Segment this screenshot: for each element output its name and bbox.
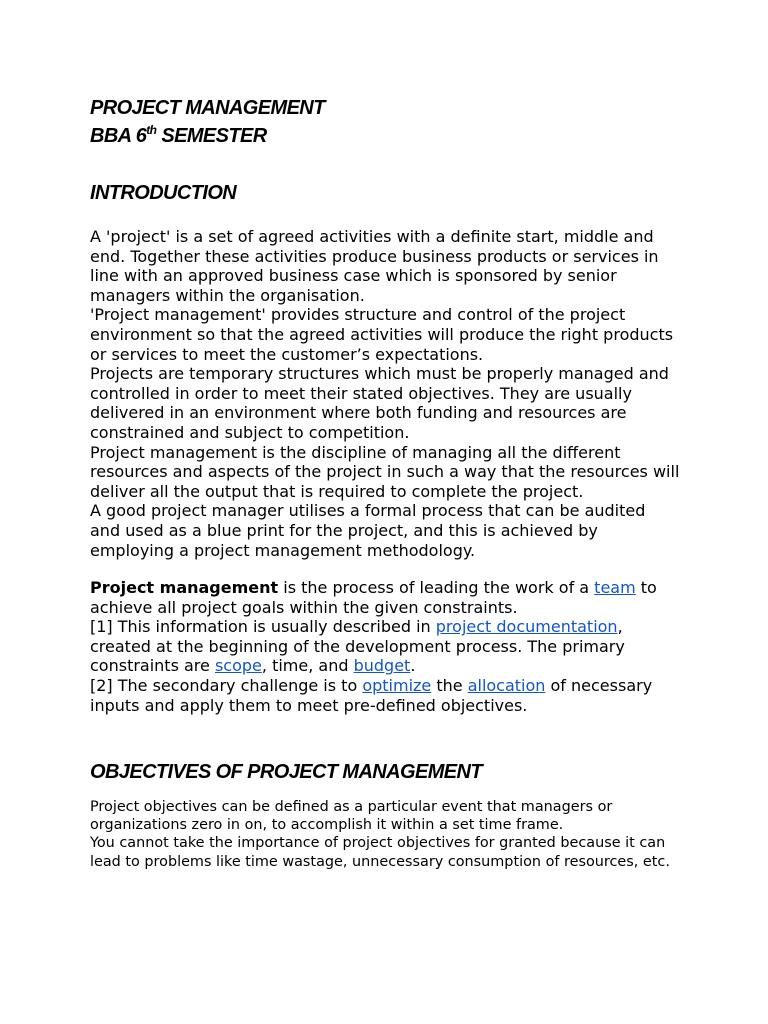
definition-text: [2] The secondary challenge is to [90,675,363,695]
ordinal-superscript: th [146,123,157,137]
definition-text: is the process of leading the work of a [278,578,595,597]
objectives-paragraph [90,798,680,871]
objectives-heading: OBJECTIVES OF PROJECT MANAGEMENT [90,761,482,783]
introduction-paragraph [90,227,680,560]
document-subtitle [90,124,267,148]
scope-link[interactable]: scope [214,656,262,676]
definition-text: , created at the beginning of the development process. The primary constraints are [90,617,625,676]
definition-text: . [410,656,416,676]
definition-text: to achieve all project goals within the given constraints. [90,578,657,617]
team-link[interactable]: team [594,578,636,597]
title-line-1: PROJECT MANAGEMENT [90,97,325,119]
title-line-2-prefix: BBA 6 [90,125,147,147]
definition-text: [1] This information is usually described in [90,617,436,637]
definition-text: of necessary inputs and apply them to meet pre-defined objectives. [90,675,653,715]
budget-link[interactable]: budget [353,656,411,676]
introduction-heading: INTRODUCTION [90,182,237,204]
bold-term: Project management [90,578,279,597]
project-documentation-link[interactable]: project documentation [435,617,618,637]
allocation-link[interactable]: allocation [467,675,546,695]
optimize-link[interactable]: optimize [362,675,432,695]
definition-paragraph [90,578,680,715]
definition-text: , time, and [261,656,354,676]
document-title [90,96,325,120]
objectives-text: Project objectives can be defined as a particular event that managers or organizations zero in on, to accomplish it within a set time frame. You cannot take the importance of project objectives for granted because it can lead to problems like time wastage, unnecessary consumption of resources, etc. [90,799,670,870]
introduction-text: A 'project' is a set of agreed activities with a definite start, middle and end. Together these activities produce business products or services in line with an approved business case which is sponsored by senior managers within the organisation. 'Project management' provides structure and control of the project environment so that the agreed activities will produce the right products or services to meet the customer’s expectations. Projects are temporary structures which must be properly managed and controlled in order to meet their stated objectives. They are usually delivered in an environment where both funding and resources are constrained and subject to competition. Project management is the discipline of managing all the different resources and aspects of the project in such a way that the resources will deliver all the output that is required to complete the project. A good project manager utilises a formal process that can be audited and used as a blue print for the project, and this is achieved by employing a project management methodology. [90,227,680,560]
definition-text: the [431,675,468,695]
title-line-2-suffix: SEMESTER [156,125,267,147]
